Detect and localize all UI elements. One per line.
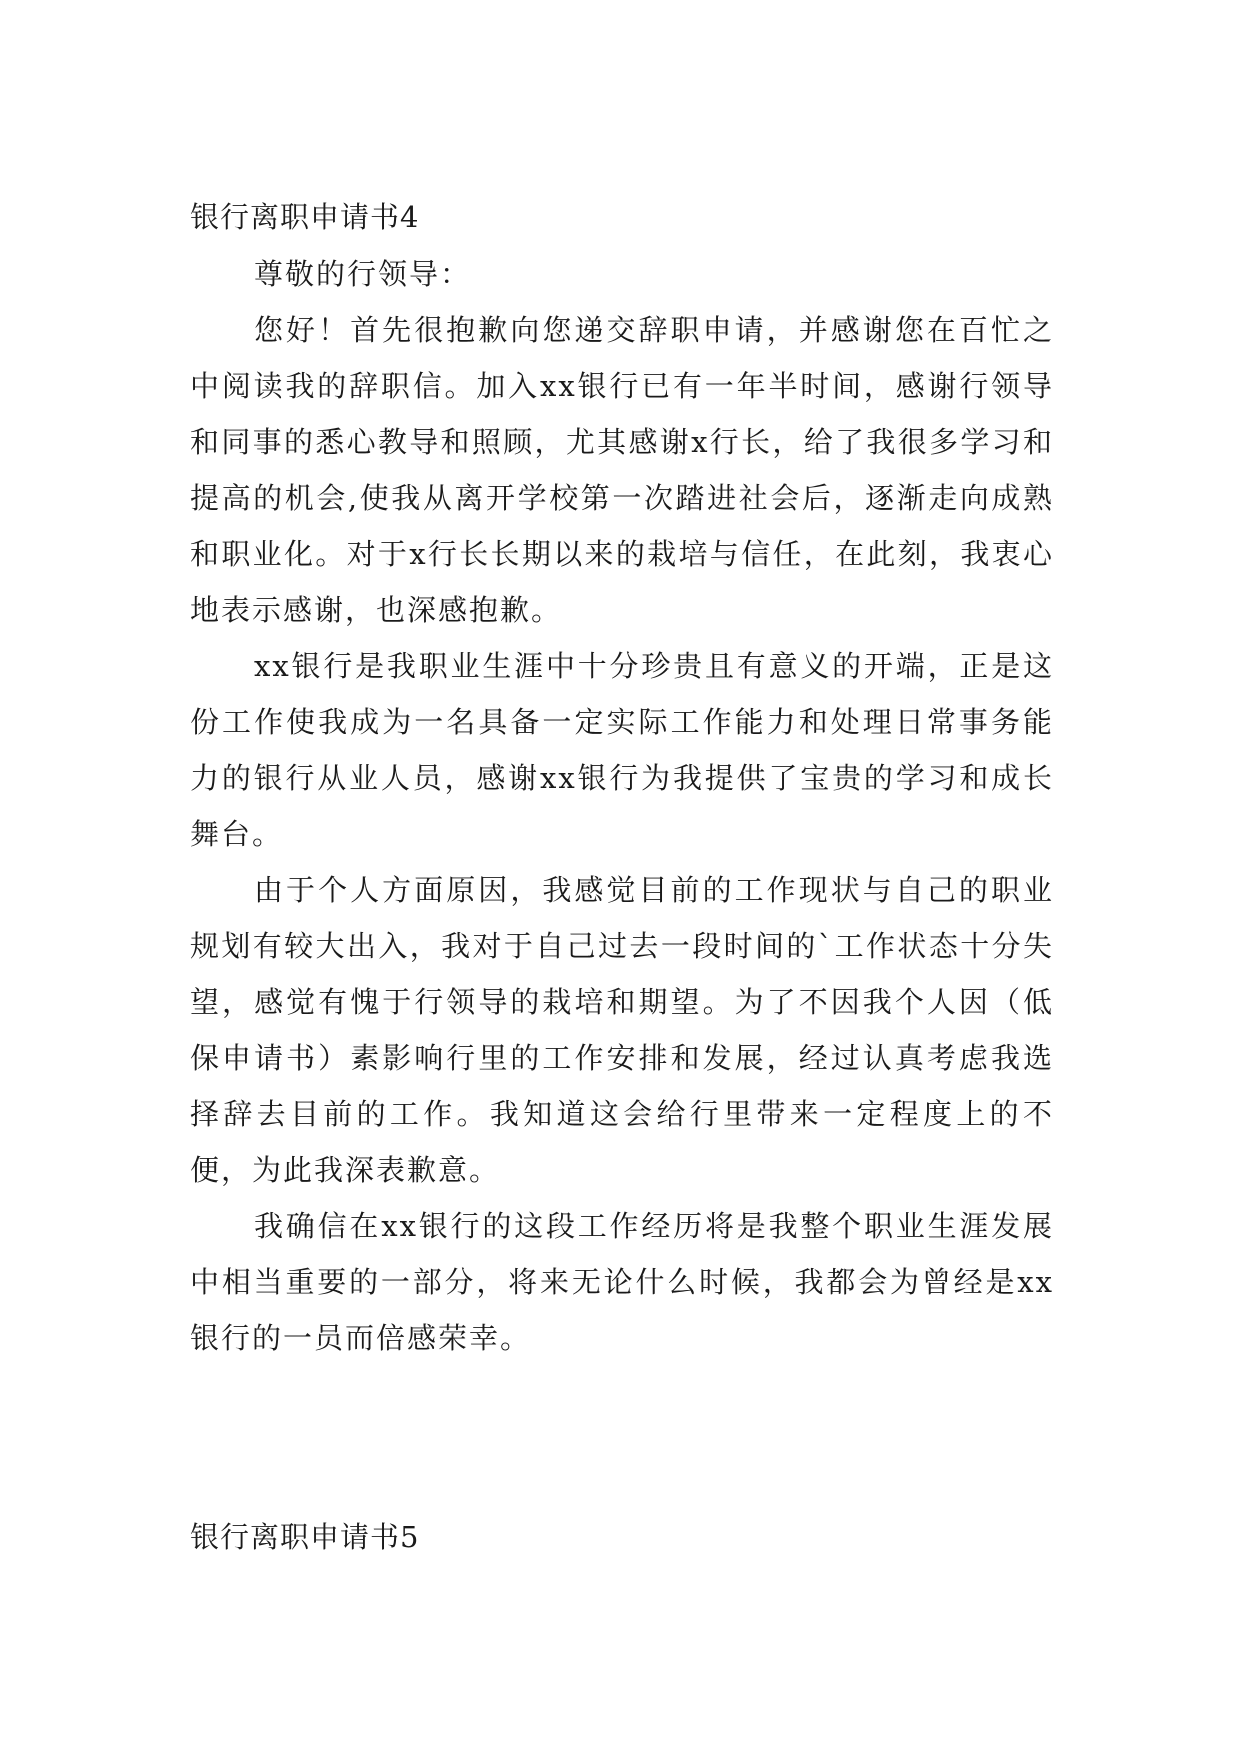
paragraph-2: xx银行是我职业生涯中十分珍贵且有意义的开端，正是这份工作使我成为一名具备一定实际工作能力和处理日常事务能力的银行从业人员，感谢xx银行为我提供了宝贵的学习和成长舞台。 bbox=[190, 649, 1054, 851]
paragraph-4: 我确信在xx银行的这段工作经历将是我整个职业生涯发展中相当重要的一部分，将来无论什么时候，我都会为曾经是xx银行的一员而倍感荣幸。 bbox=[190, 1209, 1054, 1355]
paragraph-1: 您好！首先很抱歉向您递交辞职申请，并感谢您在百忙之中阅读我的辞职信。加入xx银行已有一年半时间，感谢行领导和同事的悉心教导和照顾，尤其感谢x行长，给了我很多学习和提高的机会,使我从离开学校第一次踏进社会后，逐渐走向成熟和职业化。对于x行长长期以来的栽培与信任，在此刻，我衷心地表示感谢，也深感抱歉。 bbox=[190, 313, 1054, 627]
letter-body bbox=[190, 246, 1054, 1366]
salutation: 尊敬的行领导： bbox=[254, 257, 472, 291]
paragraph-3: 由于个人方面原因，我感觉目前的工作现状与自己的职业规划有较大出入，我对于自己过去一段时间的`工作状态十分失望，感觉有愧于行领导的栽培和期望。为了不因我个人因（低保申请书）素影响行里的工作安排和发展，经过认真考虑我选择辞去目前的工作。我知道这会给行里带来一定程度上的不便，为此我深表歉意。 bbox=[190, 873, 1054, 1187]
section-heading-4: 银行离职申请书4 bbox=[190, 200, 420, 234]
section-heading-5: 银行离职申请书5 bbox=[190, 1520, 420, 1554]
